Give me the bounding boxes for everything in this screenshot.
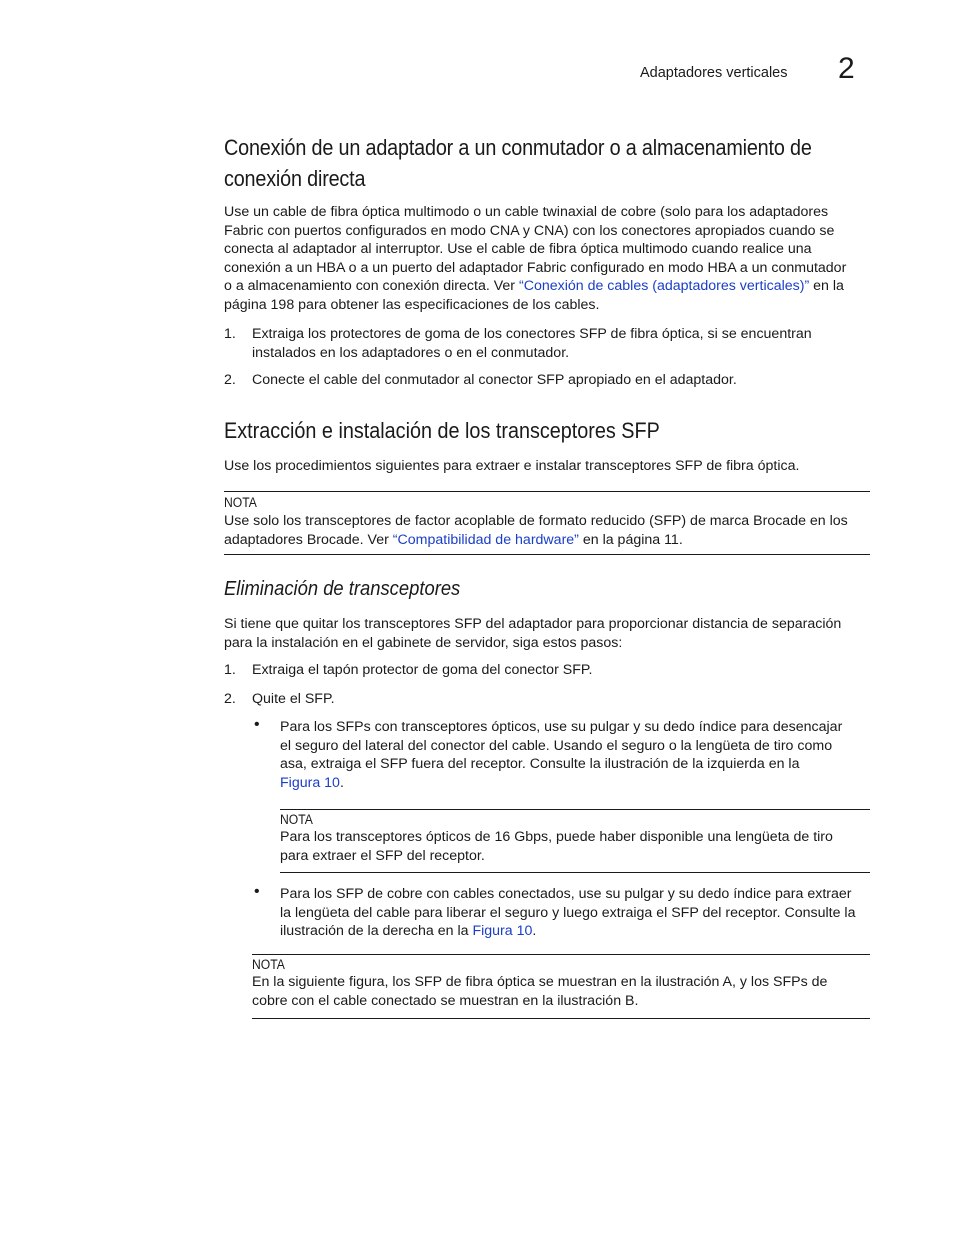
note-bottom-rule bbox=[252, 1018, 870, 1019]
step-text: Extraiga el tapón protector de goma del conector SFP. bbox=[252, 662, 593, 678]
note-line: Use solo los transceptores de factor acoplable de formato reducido (SFP) de marca Brocade en los bbox=[224, 513, 848, 529]
subsection-heading-removal: Eliminación de transceptores bbox=[224, 578, 461, 600]
bullet-line: la lengüeta del cable para liberar el seguro y luego extraiga el SFP del receptor. Consulte la bbox=[280, 904, 856, 921]
note-bottom-rule bbox=[280, 872, 870, 873]
bullet-icon: • bbox=[254, 883, 260, 900]
bullet-text bbox=[280, 885, 880, 941]
note-top-rule bbox=[224, 491, 870, 492]
bullet-line: el seguro del lateral del conector del cable. Usando el seguro o la lengüeta de tiro como bbox=[280, 737, 833, 754]
intro-paragraph bbox=[224, 203, 884, 315]
step-text: instalados en los adaptadores o en el conmutador. bbox=[252, 344, 570, 361]
figure-10-link[interactable]: Figura 10 bbox=[280, 774, 340, 791]
bullet-text bbox=[280, 718, 880, 792]
hardware-compat-link[interactable]: “Compatibilidad de hardware” bbox=[392, 531, 579, 548]
note-line: Para los transceptores ópticos de 16 Gbps, puede haber disponible una lengüeta de tiro bbox=[280, 829, 833, 845]
bullet-line: asa, extraiga el SFP fuera del receptor. Consulte la ilustración de la izquierda en la bbox=[280, 756, 800, 773]
paragraph-line: conexión a un HBA o a un puerto del adaptador Fabric configurado en modo HBA a un conmutador bbox=[224, 259, 847, 276]
paragraph-line: Use un cable de fibra óptica multimodo o un cable twinaxial de cobre (solo para los adaptadores bbox=[224, 204, 829, 220]
note-line: cobre con el cable conectado se muestran en la ilustración B. bbox=[252, 992, 639, 1009]
step-number: 2. bbox=[224, 372, 236, 388]
bullet-line: Figura 10. bbox=[280, 774, 344, 791]
paragraph-line: Si tiene que quitar los transceptores SFP del adaptador para proporcionar distancia de separación bbox=[224, 616, 842, 632]
figure-10-link[interactable]: Figura 10 bbox=[472, 923, 533, 940]
step-number: 1. bbox=[224, 326, 236, 342]
sfp-intro-paragraph: Use los procedimientos siguientes para extraer e instalar transceptores SFP de fibra óptica. bbox=[224, 458, 800, 474]
paragraph-line: conecta al adaptador al interruptor. Use el cable de fibra óptica multimodo cuando realice una bbox=[224, 241, 812, 258]
note-line: En la siguiente figura, los SFP de fibra óptica se muestran en la ilustración A, y los SFPs de bbox=[252, 974, 828, 990]
section-heading-connection bbox=[224, 132, 864, 194]
step-number: 1. bbox=[224, 662, 236, 678]
bullet-line: Para los SFP de cobre con cables conectados, use su pulgar y su dedo índice para extraer bbox=[280, 886, 852, 902]
note-text bbox=[252, 973, 872, 1010]
step-text: Conecte el cable del conmutador al conector SFP apropiado en el adaptador. bbox=[252, 372, 737, 388]
note-line: adaptadores Brocade. Ver “Compatibilidad de hardware” en la página 11. bbox=[224, 531, 683, 548]
running-header-section-title: Adaptadores verticales bbox=[640, 65, 788, 81]
note-top-rule bbox=[252, 954, 870, 955]
note-label: NOTA bbox=[224, 495, 257, 510]
paragraph-line: o a almacenamiento con conexión directa. Ver “Conexión de cables (adaptadores verticales)” en la bbox=[224, 278, 844, 295]
chapter-number: 2 bbox=[838, 52, 855, 85]
note-text bbox=[280, 828, 880, 865]
step-number: 2. bbox=[224, 691, 236, 707]
bullet-line: ilustración de la derecha en la Figura 10. bbox=[280, 923, 537, 940]
note-top-rule bbox=[280, 809, 870, 810]
note-text bbox=[224, 512, 884, 549]
note-label: NOTA bbox=[252, 957, 285, 972]
bullet-icon: • bbox=[254, 716, 260, 733]
step-text: Extraiga los protectores de goma de los conectores SFP de fibra óptica, si se encuentran bbox=[252, 326, 812, 342]
cable-connection-link[interactable]: “Conexión de cables (adaptadores verticales)” bbox=[518, 278, 810, 295]
note-label: NOTA bbox=[280, 812, 313, 827]
bullet-line: Para los SFPs con transceptores ópticos, use su pulgar y su dedo índice para desencajar bbox=[280, 719, 843, 735]
paragraph-line: Fabric con puertos configurados en modo CNA y CNA) con los conectores apropiados cuando se bbox=[224, 222, 835, 239]
note-bottom-rule bbox=[224, 554, 870, 555]
removal-intro-paragraph bbox=[224, 615, 884, 652]
heading-line: Conexión de un adaptador a un conmutador o a almacenamiento de bbox=[224, 135, 812, 160]
paragraph-line: para la instalación en el gabinete de servidor, siga estos pasos: bbox=[224, 634, 623, 651]
paragraph-line: página 198 para obtener las especificaciones de los cables. bbox=[224, 296, 600, 313]
heading-line: conexión directa bbox=[224, 166, 366, 191]
note-line: para extraer el SFP del receptor. bbox=[280, 847, 485, 864]
step-text: Quite el SFP. bbox=[252, 691, 335, 707]
section-heading-sfp: Extracción e instalación de los transceptores SFP bbox=[224, 418, 660, 443]
